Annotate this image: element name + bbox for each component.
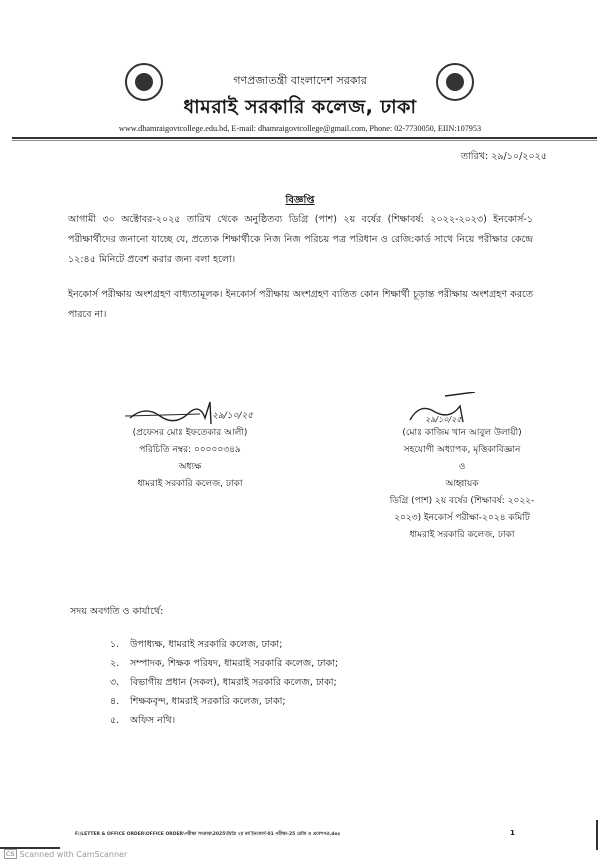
body-paragraph-2: ইনকোর্স পরীক্ষায় অংশগ্রহণ বাধ্যতামূলক। ইনকোর্স পরীক্ষায় অংশগ্রহণ ব্যতিত কোন শিক্ষার্থী চূড়ান্ত পরীক্ষায় অংশগ্রহণ করতে পারবে না।: [68, 289, 533, 320]
copy-to-list: [110, 635, 338, 730]
list-text: উপাধ্যক্ষ, ধামরাই সরকারি কলেজ, ঢাকা;: [130, 639, 283, 650]
list-text: বিভাগীয় প্রধান (সকল), ধামরাই সরকারি কলেজ, ঢাকা;: [130, 677, 337, 688]
signatory-right-role: আহ্বায়ক: [445, 479, 479, 489]
government-heading: গণপ্রজাতন্ত্রী বাংলাদেশ সরকার: [233, 74, 367, 87]
signatory-left: [90, 425, 290, 493]
list-item: [110, 654, 338, 673]
signatory-left-id: পরিচিতি নম্বর: ০০০০০৩৪৯: [139, 445, 241, 455]
body-paragraph-1: আগামী ৩০ অক্টোবর-২০২৫ তারিখ থেকে অনুষ্ঠিতব্য ডিগ্রি (পাশ) ২য় বর্ষের (শিক্ষাবর্ষ: ২০২২-২০২৩) ইনকোর্স-১ পরীক্ষার্থীদের জনানো যাচ্ছে যে, প্রত্যেক শিক্ষার্থীকে নিজ নিজ পরিচয় পত্র পরিধান ও রেজি:কার্ড সাথে নিয়ে পরীক্ষার কেন্দ্রে ১২:৪৫ মিনিটে প্রবেশ করার জন্য বলা হলো।: [68, 214, 533, 265]
signatory-right-institution: ধামরাই সরকারি কলেজ, ঢাকা: [409, 530, 515, 540]
list-text: শিক্ষকবৃন্দ, ধামরাই সরকারি কলেজ, ঢাকা;: [130, 696, 286, 707]
footer-file-path: F:\LETTER & OFFICE ORDER\OFFICE ORDER\পরীক্ষা সংক্রান্ত\2025\ডিগ্রি ২য় বর্ষ ইনকোর্স-01 পরীক্ষা-25 রেজি ও প্রবেশপত্র.doc: [75, 832, 341, 837]
list-item: [110, 673, 338, 692]
signatory-right: [352, 425, 572, 544]
signatory-right-committee-2: ২০২৩) ইনকোর্স পরীক্ষা-২০২৪ কমিটি: [394, 513, 530, 523]
college-name: ধামরাই সরকারি কলেজ, ঢাকা: [183, 96, 417, 118]
header-rule-thin: [12, 140, 597, 141]
camscanner-text: Scanned with CamScanner: [19, 849, 128, 859]
list-item: [110, 635, 338, 654]
signatory-left-designation: অধ্যক্ষ: [178, 462, 202, 472]
notice-title: বিজ্ঞপ্তি: [285, 195, 315, 206]
camscanner-logo-icon: CS: [6, 850, 15, 858]
contact-line: www.dhamraigovtcollege.edu.bd, E-mail: dhamraigovtcollege@gmail.com, Phone: 02-7730050, EIIN:107953: [118, 124, 482, 133]
scan-edge-right: [596, 820, 598, 850]
list-item: [110, 692, 338, 711]
page-number: 1: [510, 829, 515, 837]
signatory-left-institution: ধামরাই সরকারি কলেজ, ঢাকা: [137, 479, 243, 489]
list-number: ৪.: [110, 696, 120, 707]
header-rule: [12, 137, 597, 139]
signatory-right-and: ও: [458, 462, 466, 472]
notice-date: তারিখ: ২৯/১০/২০২৫: [460, 151, 547, 162]
list-text: অফিস নথি।: [130, 715, 176, 726]
list-number: ৫.: [110, 715, 120, 726]
list-text: সম্পাদক, শিক্ষক পরিষদ, ধামরাই সরকারি কলেজ, ঢাকা;: [130, 658, 339, 669]
camscanner-watermark: [4, 849, 127, 859]
signature-left-date: ২৯/১০/২৫: [212, 411, 254, 421]
signatory-right-committee-1: ডিগ্রি (পাশ) ২য় বর্ষের (শিক্ষাবর্ষ: ২০২২-: [389, 496, 535, 506]
list-number: ৩.: [110, 677, 120, 688]
list-item: [110, 711, 338, 730]
signature-right-date: ২৯/১০/২৫: [425, 415, 462, 424]
list-number: ১.: [110, 639, 120, 650]
list-number: ২.: [110, 658, 120, 669]
signatory-right-designation: সহযোগী অধ্যাপক, মৃত্তিকাবিজ্ঞান: [403, 445, 521, 455]
signatory-left-name: (প্রফেসর মোঃ ইফতেকার আলী): [132, 428, 248, 438]
signatory-right-name: (মোঃ কাজিম খান আবুল উলায়ী): [402, 428, 522, 438]
copy-to-heading: সদয় অবগতি ও কার্যার্থে:: [70, 606, 164, 617]
